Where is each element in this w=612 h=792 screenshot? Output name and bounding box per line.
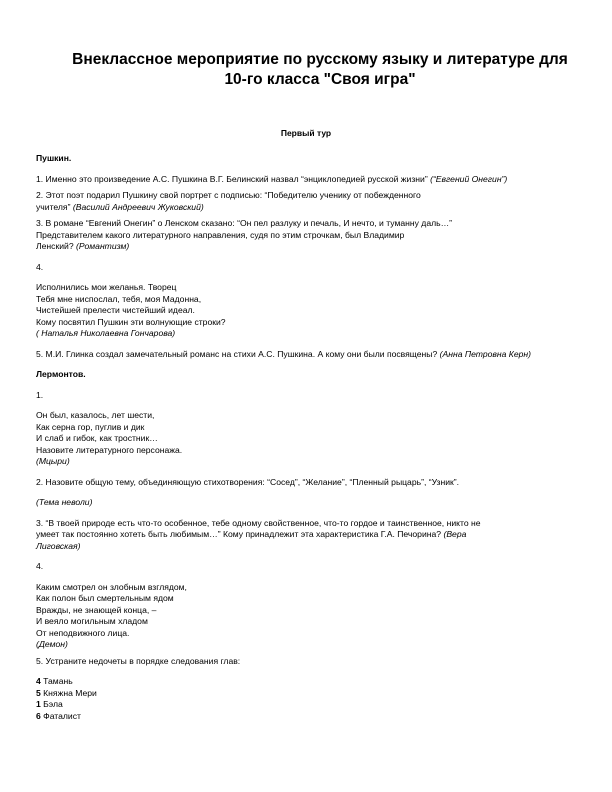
question-lermontov-1-number: 1. [36, 389, 44, 400]
section-heading-pushkin: Пушкин. [36, 153, 72, 163]
question-text: учителя” [36, 201, 71, 212]
document-body [36, 153, 576, 727]
question-lermontov-1 [36, 410, 576, 468]
question-text: 5. М.И. Глинка создал замечательный романс на стихи А.С. Пушкина. А кому они были посвящены? [36, 348, 438, 359]
question-lermontov-3 [36, 518, 576, 553]
answer-lermontov-2: (Тема неволи) [36, 497, 93, 507]
question-lermontov-4-number: 4. [36, 561, 44, 571]
question-lermontov-5: 5. Устраните недочеты в порядке следования глав: [36, 655, 241, 666]
chapter-number: 1 [36, 699, 41, 709]
poem-line: Как серна гор, пуглив и дик [36, 421, 145, 432]
answer: ( Наталья Николаевна Гончарова) [36, 328, 176, 338]
answer: (Вера [443, 529, 467, 539]
document-title: Внеклассное мероприятие по русскому языку и литературе для 10-го класса "Своя игра" [72, 51, 568, 88]
question-pushkin-5 [36, 349, 576, 361]
poem-line: Чистейшей прелести чистейший идеал. [36, 305, 195, 315]
answer: (Романтизм) [76, 241, 130, 251]
chapter-number: 6 [36, 710, 41, 721]
answer: (Демон) [36, 639, 68, 649]
tour-heading: Первый тур [280, 128, 332, 138]
question-pushkin-3 [36, 218, 576, 253]
chapter-number: 4 [36, 676, 41, 686]
chapter-number: 5 [36, 687, 41, 698]
poem-line: Каким смотрел он злобным взглядом, [36, 581, 187, 592]
poem-line: И слаб и гибок, как тростник… [36, 433, 158, 443]
question-text: 1. Именно это произведение А.С. Пушкина В.Г. Белинский назвал “энциклопедией русской жизни” [36, 173, 428, 184]
question-text: 3. В романе “Евгений Онегин” о Ленском сказано: “Он пел разлуку и печаль, И нечто, и туманну даль…” [36, 218, 453, 228]
poem-line: Кому посвятил Пушкин эти волнующие строки? [36, 316, 226, 327]
poem-line: От неподвижного лица. [36, 627, 130, 638]
question-lermontov-2: 2. Назовите общую тему, объединяющую стихотворения: “Сосед”, “Желание”, “Пленный рыцарь”, “Узник”. [36, 476, 460, 487]
question-pushkin-1 [36, 174, 576, 186]
chapter-name: Княжна Мери [40, 687, 97, 698]
question-lermontov-4 [36, 582, 576, 651]
question-text: Ленский? [36, 241, 74, 251]
chapter-list [36, 676, 576, 722]
answer: (Мцыри) [36, 456, 70, 466]
poem-line: Как полон был смертельным ядом [36, 593, 174, 603]
poem-line: Он был, казалось, лет шести, [36, 410, 155, 420]
list-item [36, 711, 576, 723]
chapter-name: Тамань [40, 676, 73, 686]
list-item [36, 699, 576, 711]
question-text: умеет так постоянно хотеть быть любимым…” Кому принадлежит эта характеристика Г.А. Печорина? [36, 529, 442, 539]
poem-line: Тебя мне ниспослал, тебя, моя Мадонна, [36, 293, 202, 304]
question-pushkin-4 [36, 282, 576, 340]
question-text: 3. “В твоей природе есть что-то особенное, тебе одному свойственное, что-то гордое и таинственное, никто не [36, 517, 481, 528]
list-item [36, 676, 576, 688]
poem-line: Вражды, не знающей конца, – [36, 604, 157, 615]
answer: (Василий Андреевич Жуковский) [72, 201, 204, 212]
list-item [36, 688, 576, 700]
poem-line: Исполнились мои желанья. Творец [36, 282, 177, 292]
section-heading-lermontov: Лермонтов. [36, 369, 86, 379]
question-text: 2. Этот поэт подарил Пушкину свой портрет с подписью: “Победителю ученику от побежденного [36, 190, 421, 200]
question-pushkin-2 [36, 190, 576, 213]
question-pushkin-4-number: 4. [36, 261, 44, 272]
poem-line: И веяло могильным хладом [36, 616, 148, 626]
question-text: Представителем какого литературного направления, судя по этим строчкам, был Владимир [36, 229, 405, 240]
answer: (Анна Петровна Керн) [439, 348, 532, 359]
poem-line: Назовите литературного персонажа. [36, 444, 183, 455]
chapter-name: Бэла [40, 699, 63, 709]
answer: (“Евгений Онегин”) [430, 173, 508, 184]
chapter-name: Фаталист [40, 710, 81, 721]
answer: Лиговская) [36, 540, 81, 551]
